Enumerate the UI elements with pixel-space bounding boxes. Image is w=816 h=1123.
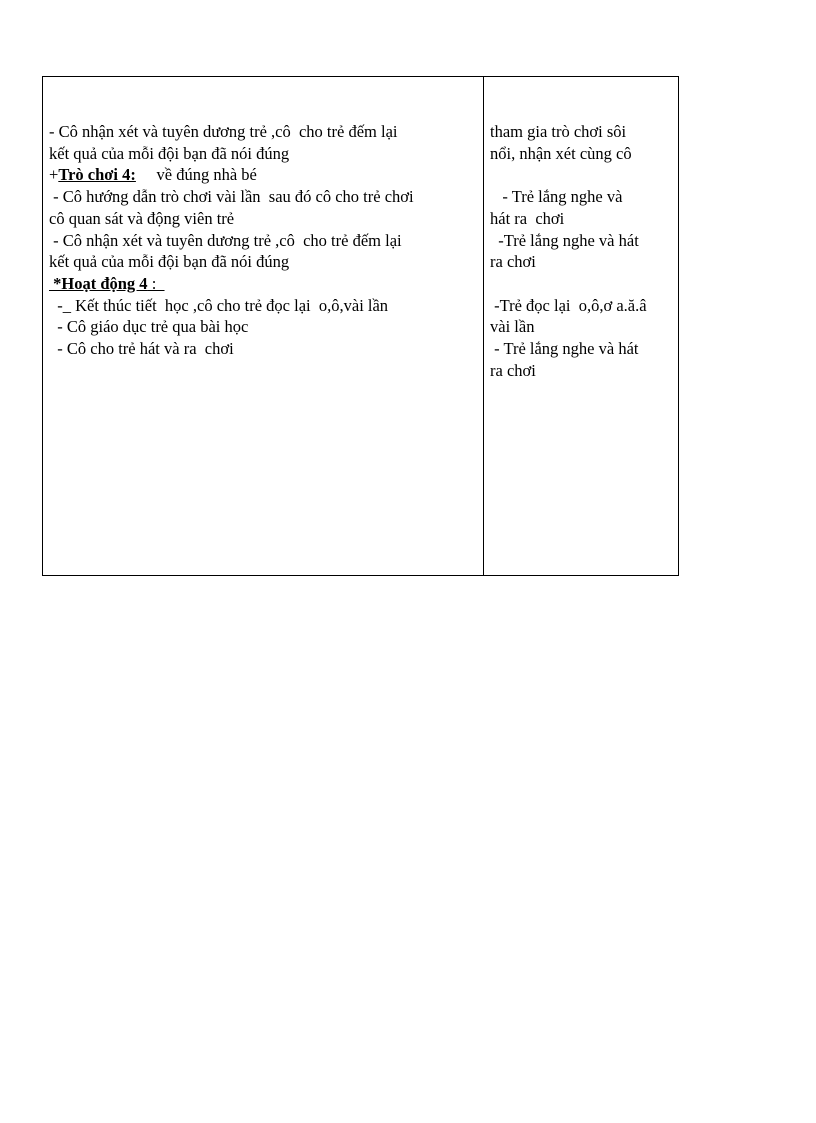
text-line: ra chơi <box>490 360 536 380</box>
game-title-line <box>49 164 479 186</box>
game-name: về đúng nhà bé <box>135 165 257 185</box>
activity-heading-suffix: : <box>147 273 165 293</box>
text-line: tham gia trò chơi sôi <box>490 122 627 141</box>
text-line: -Trẻ lắng nghe và hát <box>490 230 639 250</box>
text-line: - Cô nhận xét và tuyên dương trẻ ,cô cho trẻ đếm lại <box>49 230 402 250</box>
text-line: - Cô giáo dục trẻ qua bài học <box>49 317 249 337</box>
text-line: - Cô nhận xét và tuyên dương trẻ ,cô cho trẻ đếm lại <box>49 122 398 141</box>
text-line: -Trẻ đọc lại o,ô,ơ a.ă.â <box>490 295 647 315</box>
text-line: kết quả của mỗi đội bạn đã nói đúng <box>49 252 290 272</box>
text-line: cô quan sát và động viên trẻ <box>49 208 235 228</box>
spacer <box>490 273 674 295</box>
child-activity-column <box>484 77 678 575</box>
lesson-table <box>42 76 679 576</box>
text-line: nổi, nhận xét cùng cô <box>490 143 632 163</box>
text-line: ra chơi <box>490 252 536 272</box>
text-line: - Trẻ lắng nghe và <box>490 187 623 207</box>
text-line: - Cô cho trẻ hát và ra chơi <box>49 339 234 359</box>
text-line: hát ra chơi <box>490 208 565 228</box>
text-line: -_ Kết thúc tiết học ,cô cho trẻ đọc lại o,ô,vài lần <box>49 295 389 315</box>
activity-heading: *Hoạt động 4 <box>49 273 148 293</box>
text-line: - Cô hướng dẫn trò chơi vài lần sau đó cô cho trẻ chơi <box>49 187 414 207</box>
game-prefix: + <box>49 165 59 185</box>
game-title: Trò chơi 4: <box>58 165 136 185</box>
teacher-activity-column <box>43 77 484 575</box>
text-line: vài lần <box>490 317 535 337</box>
text-line: - Trẻ lắng nghe và hát <box>490 339 639 358</box>
spacer <box>490 164 674 186</box>
activity-heading-line <box>49 273 479 295</box>
text-line: kết quả của mỗi đội bạn đã nói đúng <box>49 143 290 163</box>
